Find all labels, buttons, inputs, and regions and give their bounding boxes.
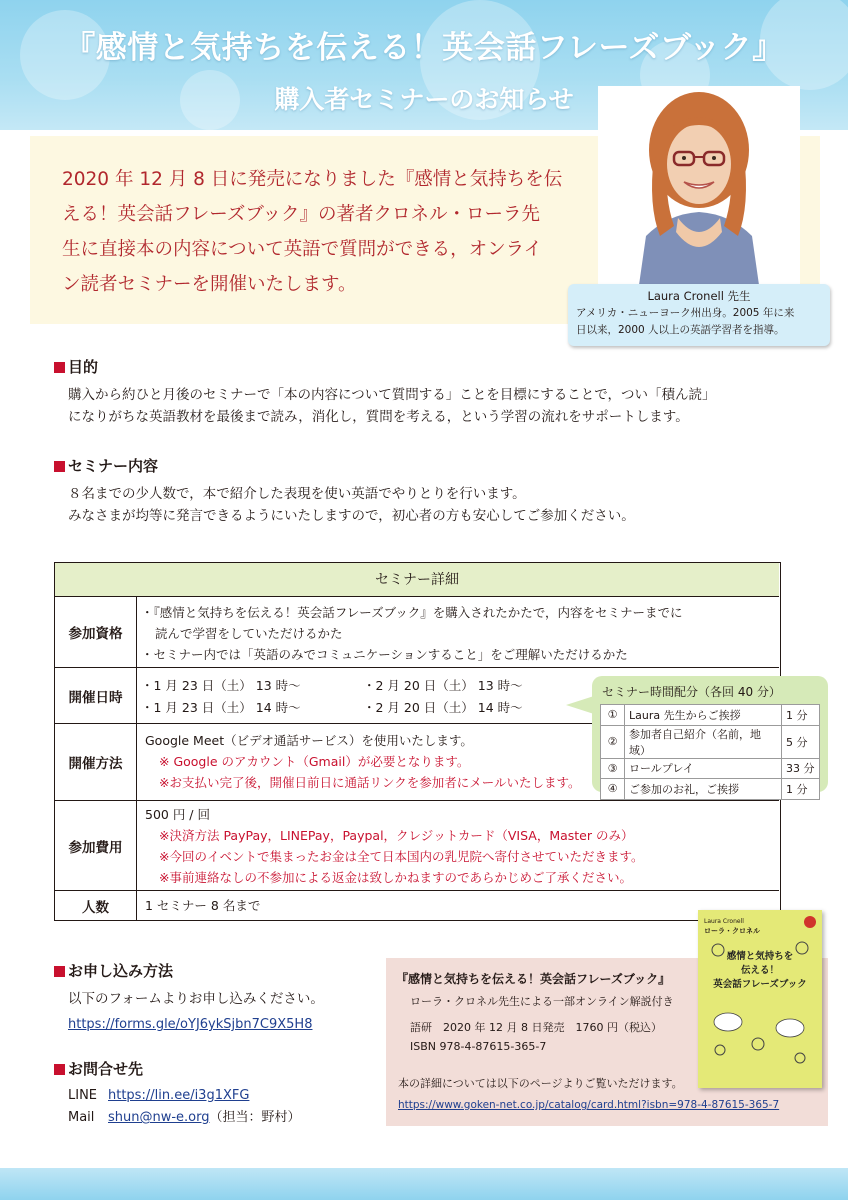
instructor-name: Laura Cronell 先生	[647, 289, 751, 303]
purpose-line: 購入から約ひと月後のセミナーで「本の内容について質問する」ことを目標にすることで，つい「積ん読」	[68, 387, 716, 403]
mail-link[interactable]: shun@nw-e.org	[108, 1110, 210, 1125]
eligibility-line: ・『感情と気持ちを伝える！英会話フレーズブック』を購入されたかたで，内容をセミナーまでに	[141, 605, 683, 620]
purpose-line: になりがちな英語教材を最後まで読み，消化し，質問を考える，という学習の流れをサポートします。	[68, 409, 689, 425]
schedule-table	[600, 704, 820, 800]
line-label: LINE	[68, 1088, 98, 1103]
square-bullet-icon	[54, 461, 65, 472]
fee-label: 参加費用	[55, 801, 137, 890]
mail-label: Mail	[68, 1110, 95, 1125]
book-cover-image	[698, 910, 822, 1088]
schedule-num: ③	[601, 758, 625, 779]
purpose-body	[68, 384, 715, 428]
mail-note: （担当：野村）	[209, 1110, 301, 1125]
square-bullet-icon	[54, 362, 65, 373]
schedule-title: セミナー時間配分（各回 40 分）	[602, 685, 781, 699]
schedule-callout-pointer	[566, 696, 594, 714]
content-line: ８名までの少人数で，本で紹介した表現を使い英語でやりとりを行います。	[68, 486, 526, 502]
method-note: ※お支払い完了後，開催日前日に通話リンクを参加者にメールいたします。	[159, 775, 581, 790]
eligibility-row	[55, 597, 779, 668]
schedule-minutes: 1 分	[782, 779, 820, 800]
date-item: ・2 月 20 日（土） 14 時〜	[363, 700, 523, 715]
page-title: 『感情と気持ちを伝える！英会話フレーズブック』	[64, 30, 784, 66]
schedule-item: 参加者自己紹介（名前，地域）	[625, 725, 782, 758]
book-publication: 語研 2020 年 12 月 8 日発売 1760 円（税込）	[410, 1021, 662, 1034]
content-body	[68, 483, 635, 527]
line-link[interactable]: https://lin.ee/i3g1XFG	[108, 1088, 250, 1103]
apply-form-link[interactable]	[68, 1014, 312, 1036]
book-subtitle: ローラ・クロネル先生による一部オンライン解説付き	[410, 995, 674, 1008]
instructor-photo	[598, 86, 800, 292]
schedule-minutes: 5 分	[782, 725, 820, 758]
content-heading-text: セミナー内容	[68, 457, 159, 475]
method-line: Google Meet（ビデオ通話サービス）を使用いたします。	[145, 733, 473, 748]
book-title: 『感情と気持ちを伝える！英会話フレーズブック』	[396, 972, 671, 986]
capacity-value: 1 セミナー 8 名まで	[145, 898, 261, 913]
fee-content	[145, 804, 773, 888]
schedule-row	[601, 705, 820, 726]
page-subtitle: 購入者セミナーのお知らせ	[274, 85, 574, 114]
contact-line-row	[68, 1085, 249, 1107]
eligibility-line: ・セミナー内では「英語のみでコミュニケーションすること」をご理解いただけるかた	[141, 647, 628, 662]
instructor-profile	[568, 284, 830, 346]
fee-note: ※事前連絡なしの不参加による返金は致しかねますのであらかじめご了承ください。	[159, 870, 632, 885]
schedule-num: ④	[601, 779, 625, 800]
contact-heading-text: お問合せ先	[68, 1060, 144, 1078]
capacity-row	[55, 891, 779, 920]
schedule-row	[601, 725, 820, 758]
square-bullet-icon	[54, 1064, 65, 1075]
method-note: ※ Google のアカウント（Gmail）が必要となります。	[159, 754, 470, 769]
purpose-heading-text: 目的	[68, 358, 99, 376]
contact-heading	[54, 1058, 143, 1079]
schedule-row	[601, 758, 820, 779]
book-link[interactable]	[398, 1097, 779, 1113]
fee-line: 500 円 / 回	[145, 807, 210, 822]
cover-author-en: Laura Cronell	[704, 918, 744, 925]
schedule-num: ①	[601, 705, 625, 726]
cover-illustration-icon	[698, 910, 822, 1088]
fee-note: ※決済方法 PayPay，LINEPay，Paypal，クレジットカード（VISA，Master のみ）	[159, 828, 634, 843]
date-item: ・1 月 23 日（土） 14 時〜	[141, 700, 301, 715]
schedule-minutes: 1 分	[782, 705, 820, 726]
date-item: ・1 月 23 日（土） 13 時〜	[141, 678, 301, 693]
schedule-item: Laura 先生からご挨拶	[625, 705, 782, 726]
cover-title-line: 英会話フレーズブック	[713, 979, 807, 990]
square-bullet-icon	[54, 966, 65, 977]
eligibility-line: 読んで学習をしていただけるかた	[155, 626, 343, 641]
intro-line: 生に直接本の内容について英語で質問ができる，オンライ	[62, 239, 543, 260]
intro-line: ン読者セミナーを開催いたします。	[62, 274, 357, 295]
schedule-num: ②	[601, 725, 625, 758]
content-line: みなさまが均等に発言できるようにいたしますので，初心者の方も安心してご参加ください。	[68, 508, 635, 524]
book-isbn: ISBN 978-4-87615-365-7	[410, 1040, 547, 1053]
cover-title-line: 感情と気持ちを	[726, 951, 794, 962]
book-link-text[interactable]: https://www.goken-net.co.jp/catalog/card.html?isbn=978-4-87615-365-7	[398, 1099, 780, 1111]
schedule-item: ロールプレイ	[625, 758, 782, 779]
details-heading: セミナー詳細	[55, 563, 779, 597]
instructor-bio-line: 日以来，2000 人以上の英語学習者を指導。	[576, 324, 785, 336]
book-more-info: 本の詳細については以下のページよりご覧いただけます。	[398, 1077, 683, 1090]
apply-heading	[54, 960, 173, 981]
apply-text: 以下のフォームよりお申し込みください。	[68, 991, 324, 1007]
schedule-row	[601, 779, 820, 800]
date-item: ・2 月 20 日（土） 13 時〜	[363, 678, 523, 693]
intro-line: 2020 年 12 月 8 日に発売になりました『感情と気持ちを伝	[62, 169, 563, 190]
schedule-minutes: 33 分	[782, 758, 820, 779]
method-label: 開催方法	[55, 724, 137, 800]
apply-link-text[interactable]: https://forms.gle/oYJ6ykSjbn7C9X5H8	[68, 1017, 313, 1032]
eligibility-label: 参加資格	[55, 597, 137, 667]
footer-band	[0, 1168, 848, 1200]
schedule-item: ご参加のお礼，ご挨拶	[625, 779, 782, 800]
instructor-bio-line: アメリカ・ニューヨーク州出身。2005 年に来	[576, 307, 795, 319]
fee-note: ※今回のイベントで集まったお金は全て日本国内の乳児院へ寄付させていただきます。	[159, 849, 644, 864]
content-heading	[54, 455, 158, 476]
schedule-callout	[592, 676, 828, 796]
cover-title-line: 伝える！	[740, 965, 779, 976]
intro-text	[62, 162, 622, 302]
purpose-heading	[54, 356, 98, 377]
dates-label: 開催日時	[55, 668, 137, 723]
intro-line: える！英会話フレーズブック』の著者クロネル・ローラ先	[62, 204, 541, 225]
fee-row	[55, 801, 779, 891]
cover-author-ja: ローラ・クロネル	[704, 927, 760, 935]
contact-mail-row	[68, 1107, 301, 1129]
capacity-label: 人数	[55, 891, 137, 920]
eligibility-content	[141, 602, 773, 665]
apply-heading-text: お申し込み方法	[68, 962, 174, 980]
